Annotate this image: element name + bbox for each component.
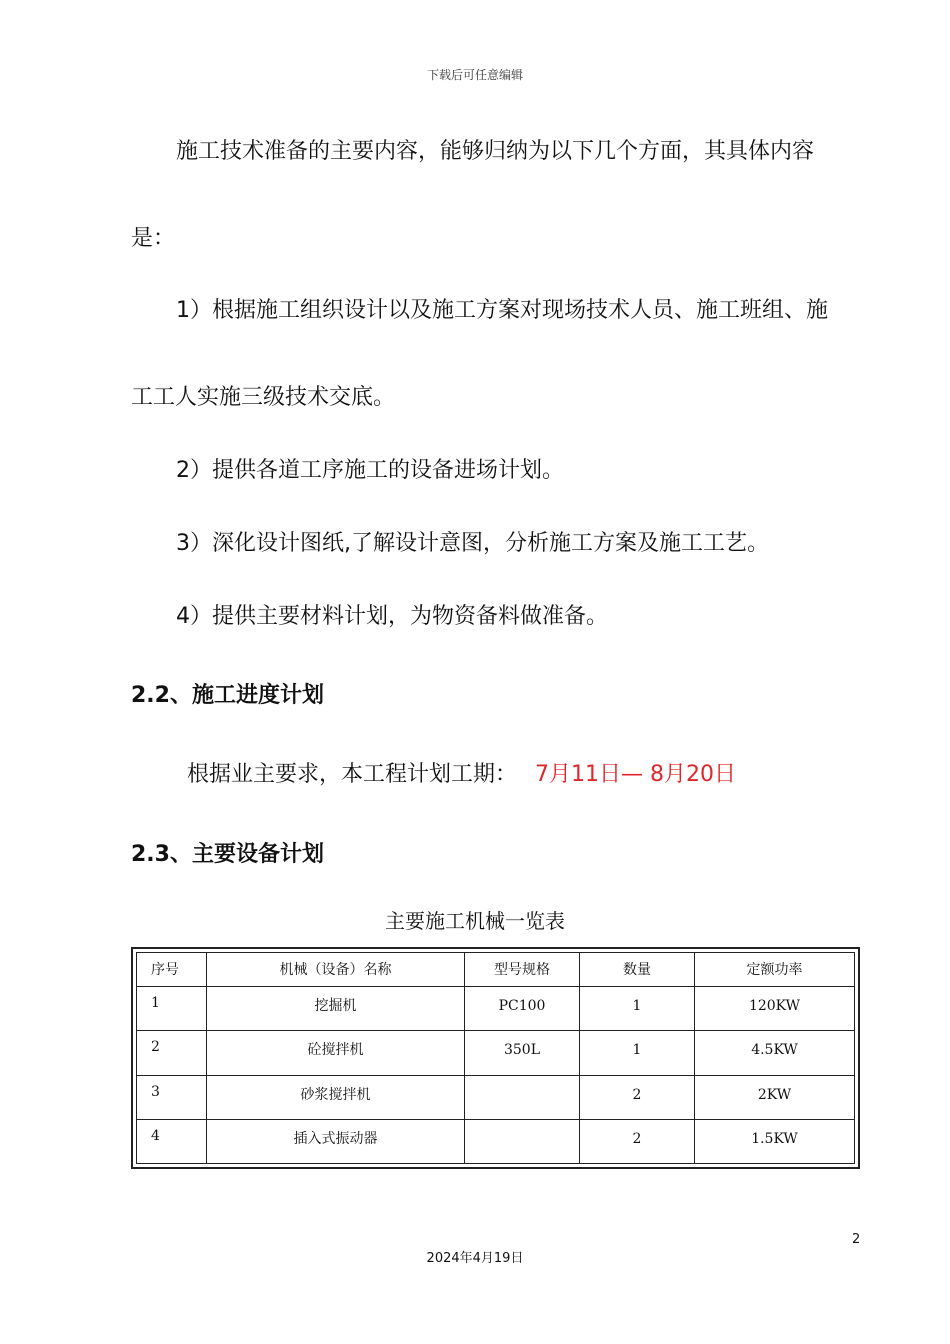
table-row [137, 1031, 855, 1075]
cell-model [465, 1075, 580, 1119]
cell-power: 4.5KW [695, 1031, 855, 1075]
cell-qty: 2 [580, 1075, 695, 1119]
cell-qty: 1 [580, 987, 695, 1031]
col-header-qty: 数量 [580, 953, 695, 987]
col-header-id: 序号 [137, 953, 207, 987]
item-1-line-1: 1）根据施工组织设计以及施工方案对现场技术人员、施工班组、施 [176, 298, 828, 323]
cell-power: 120KW [695, 987, 855, 1031]
cell-name: 插入式振动器 [207, 1119, 465, 1163]
cell-model: PC100 [465, 987, 580, 1031]
schedule-text: 根据业主要求，本工程计划工期： [187, 762, 518, 787]
equipment-table [136, 952, 855, 1164]
cell-model [465, 1119, 580, 1163]
cell-id: 2 [137, 1031, 207, 1075]
col-header-name: 机械（设备）名称 [207, 953, 465, 987]
table-row [137, 1119, 855, 1163]
intro-line-2: 是： [131, 226, 176, 251]
cell-power: 1.5KW [695, 1119, 855, 1163]
schedule-period: 7月11日— 8月20日 [535, 762, 736, 787]
item-1-line-2: 工工人实施三级技术交底。 [131, 385, 396, 410]
section-2-3-heading: 2.3、主要设备计划 [131, 842, 324, 867]
footer-date: 2024年4月19日 [426, 1251, 524, 1266]
cell-id: 4 [137, 1119, 207, 1163]
item-3: 3）深化设计图纸,了解设计意图，分析施工方案及施工工艺。 [176, 531, 769, 556]
cell-qty: 1 [580, 1031, 695, 1075]
cell-qty: 2 [580, 1119, 695, 1163]
cell-name: 挖掘机 [207, 987, 465, 1031]
cell-power: 2KW [695, 1075, 855, 1119]
cell-id: 3 [137, 1075, 207, 1119]
intro-line-1: 施工技术准备的主要内容，能够归纳为以下几个方面，其具体内容 [176, 139, 815, 164]
cell-name: 砂浆搅拌机 [207, 1075, 465, 1119]
table-title: 主要施工机械一览表 [385, 909, 565, 933]
item-4: 4）提供主要材料计划，为物资备料做准备。 [176, 604, 608, 629]
item-2: 2）提供各道工序施工的设备进场计划。 [176, 458, 564, 483]
cell-id: 1 [137, 987, 207, 1031]
table-row [137, 1075, 855, 1119]
equipment-table-frame [131, 947, 860, 1169]
table-header-row [137, 953, 855, 987]
page-header: 下载后可任意编辑 [426, 68, 523, 82]
col-header-power: 定额功率 [695, 953, 855, 987]
col-header-model: 型号规格 [465, 953, 580, 987]
cell-name: 砼搅拌机 [207, 1031, 465, 1075]
cell-model: 350L [465, 1031, 580, 1075]
section-2-2-heading: 2.2、施工进度计划 [131, 683, 324, 708]
schedule-line [187, 761, 736, 789]
page-number: 2 [852, 1232, 861, 1247]
table-row [137, 987, 855, 1031]
